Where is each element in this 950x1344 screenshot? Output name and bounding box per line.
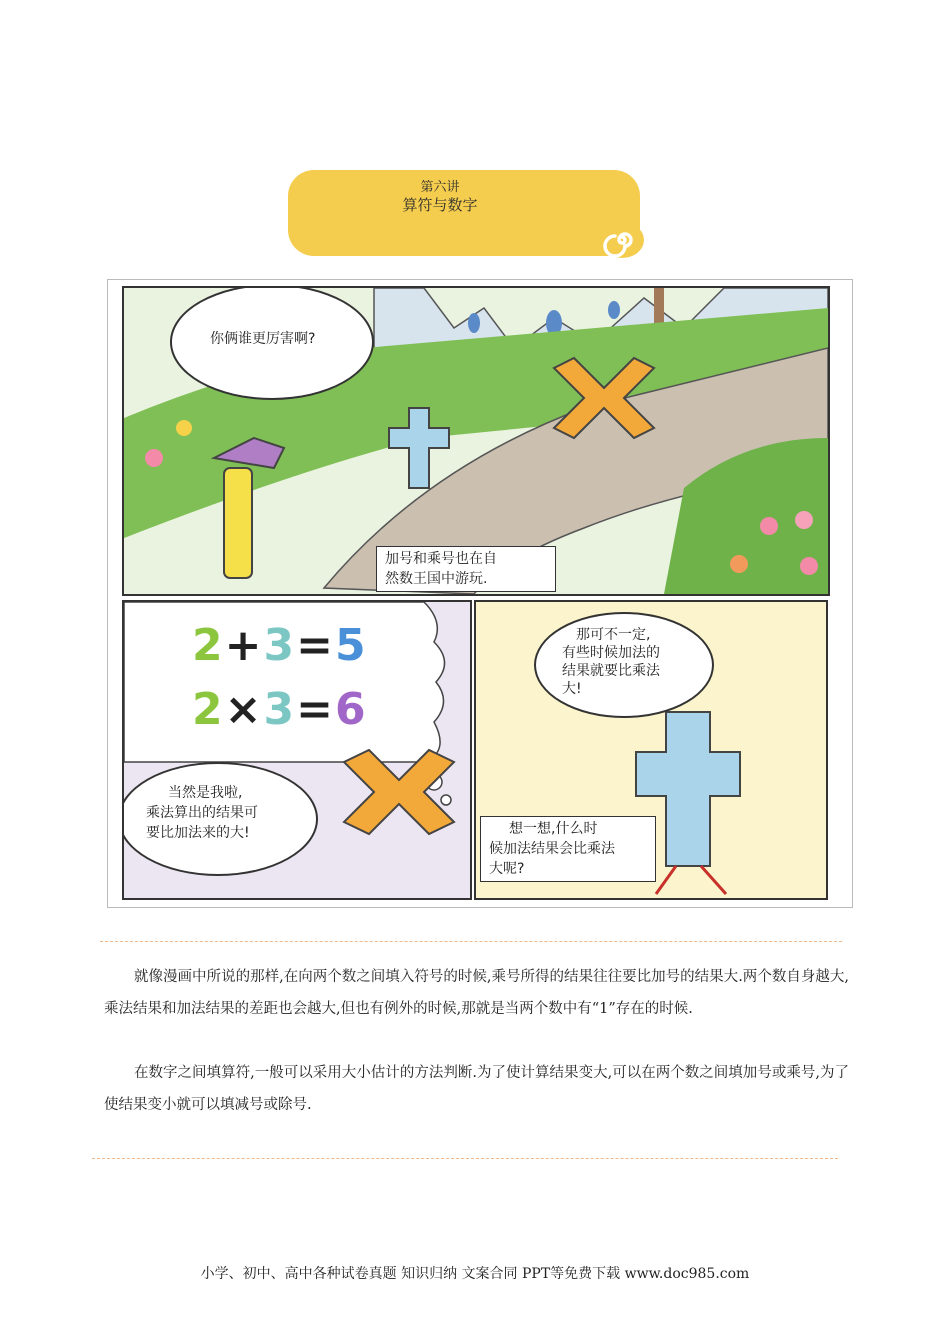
top-divider <box>100 941 842 942</box>
equation-digit: 5 <box>335 620 368 671</box>
equation-digit: 2 <box>192 620 225 671</box>
bubble-text: 有些时候加法的 <box>562 645 660 661</box>
bubble-text: 你俩谁更厉害啊? <box>210 331 316 347</box>
equation-operator: = <box>296 684 335 735</box>
body-paragraph-2: 在数字之间填算符,一般可以采用大小估计的方法判断.为了使计算结果变大,可以在两个数之间填加号或乘号,为了使结果变小就可以填减号或除号. <box>104 1065 849 1113</box>
equation-digit: 2 <box>192 684 225 735</box>
lecture-title: 算符与数字 <box>402 196 478 214</box>
body-paragraph-1: 就像漫画中所说的那样,在向两个数之间填入符号的时候,乘号所得的结果往往要比加号的结果大.两个数自身越大,乘法结果和加法结果的差距也会越大,但也有例外的时候,那就是当两个数中有“1”存在的时候. <box>104 969 849 1017</box>
bubble-text: 当然是我啦, <box>168 785 243 801</box>
comic-panel-2 <box>122 600 472 900</box>
speech-bubble <box>170 286 374 400</box>
comic-strip <box>107 279 853 908</box>
lecture-title-banner <box>288 170 640 256</box>
caption-line: 然数王国中游玩. <box>385 571 488 587</box>
swirl-ornament-icon <box>598 218 646 262</box>
speech-bubble <box>122 762 318 876</box>
comic-panel-3 <box>474 600 828 900</box>
bubble-text: 要比加法来的大! <box>146 825 250 841</box>
narration-caption <box>376 546 556 592</box>
bubble-text: 大! <box>562 681 582 697</box>
equation-digit: 3 <box>263 620 297 671</box>
bubble-text: 那可不一定, <box>576 627 651 643</box>
caption-line: 候加法结果会比乘法 <box>489 841 615 857</box>
speech-bubble <box>534 612 714 718</box>
caption-line: 大呢? <box>489 861 525 877</box>
caption-line: 想一想,什么时 <box>509 821 598 837</box>
lecture-number: 第六讲 <box>420 180 460 195</box>
equation-operator: × <box>224 684 264 735</box>
bubble-text: 乘法算出的结果可 <box>146 805 258 821</box>
footer-text: 小学、初中、高中各种试卷真题 知识归纳 文案合同 PPT等免费下载 www.doc985.com <box>200 1266 750 1282</box>
comic-panel-1 <box>122 286 830 596</box>
equation-operator: = <box>296 620 335 671</box>
narration-caption <box>480 816 656 882</box>
equation-operator: + <box>224 620 264 671</box>
equation-addition <box>192 620 368 671</box>
bubble-text: 结果就要比乘法 <box>562 663 660 679</box>
caption-line: 加号和乘号也在自 <box>385 551 497 567</box>
equation-digit: 6 <box>335 684 368 735</box>
bottom-divider <box>92 1158 838 1159</box>
equation-digit: 3 <box>263 684 297 735</box>
equation-multiplication <box>192 684 368 735</box>
